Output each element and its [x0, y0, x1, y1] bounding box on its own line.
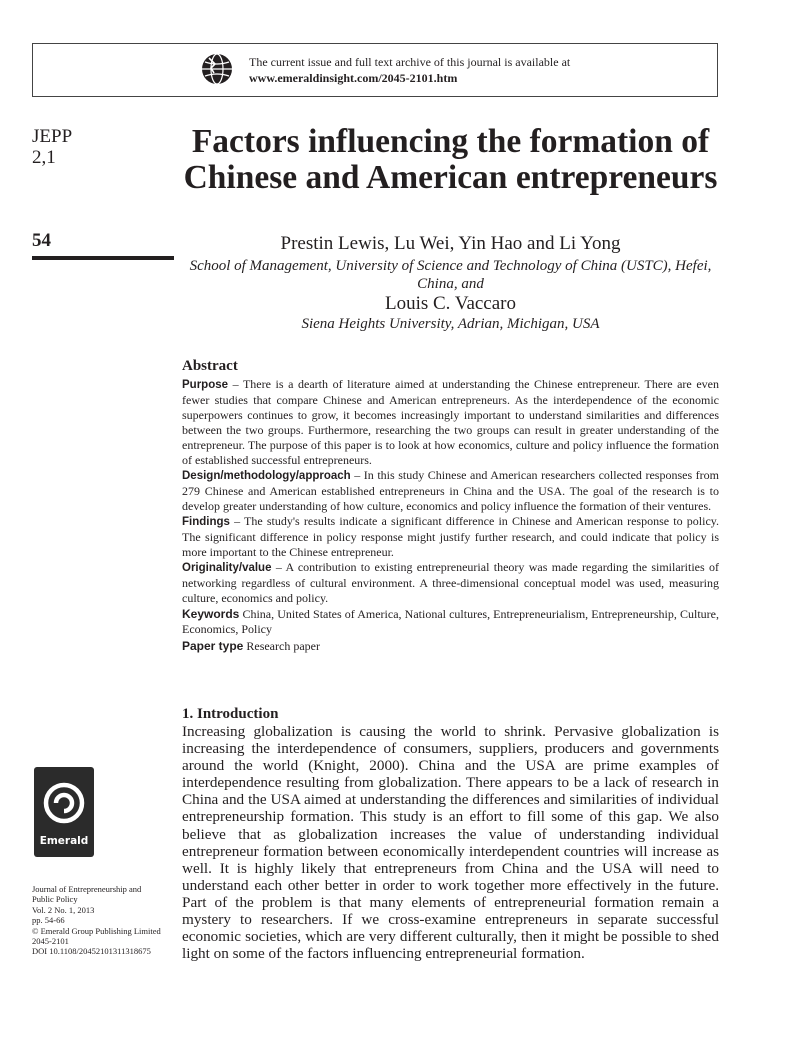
author-affiliation-2: Siena Heights University, Adrian, Michigan, USA [301, 316, 600, 332]
section-heading: 1. Introduction [182, 706, 279, 722]
page-number: 54 [32, 230, 51, 251]
abstract-label: Originality/value [182, 562, 272, 574]
journal-imprint [32, 884, 182, 957]
paper-type-label: Paper type [182, 639, 244, 653]
abstract-text: – In this study Chinese and American researchers collected responses from 279 Chinese and American established entrepreneurs in China and the USA. The goal of the research is to develop greater understanding of how culture, economics and policy influence the formation of their ventures. [182, 468, 719, 513]
emerald-logo [34, 767, 94, 857]
abstract-purpose [182, 377, 719, 468]
abstract-text: – A contribution to existing entrepreneurial theory was made regarding the similarities of networking regardless of cultural environment. A three-dimensional conceptual model was used, measuring culture, economics and policy. [182, 560, 719, 605]
abstract-label: Design/methodology/approach [182, 470, 351, 482]
abstract-text: – The study's results indicate a significant difference in Chinese and American response to policy. The significant difference in policy response might justify further research, and could indicate that policy is more important to the Chinese entrepreneur. [182, 514, 719, 559]
journal-volume: 2,1 [32, 147, 56, 168]
abstract-label: Purpose [182, 379, 229, 391]
emerald-logo-text: Emerald [39, 835, 89, 847]
abstract-text: – There is a dearth of literature aimed at understanding the Chinese entrepreneur. There are even fewer studies that compare Chinese and American entrepreneurs. As the interdependence of the economic superpowers continues to grow, it becomes increasingly important to understand similarities and differences between the two groups. Furthermore, researching the two groups can result in greater understanding of the entrepreneur. The purpose of this paper is to look at how economics, culture and policy influence the formation of established successful entrepreneurs. [182, 377, 719, 467]
author-affiliation: School of Management, University of Science and Technology of China (USTC), Hefei, China, and [189, 258, 712, 292]
abstract-label: Findings [182, 516, 230, 528]
imprint-line: 2045-2101 [32, 936, 69, 947]
paper-type [182, 639, 719, 654]
globe-icon [201, 53, 233, 85]
emerald-swirl-icon [43, 780, 85, 826]
keywords-label: Keywords [182, 607, 240, 621]
keywords [182, 607, 719, 637]
journal-code [32, 126, 72, 168]
imprint-line: DOI 10.1108/20452101311318675 [32, 946, 151, 957]
introduction-body [182, 723, 719, 962]
archive-url-link[interactable]: www.emeraldinsight.com/2045-2101.htm [249, 71, 458, 85]
introduction-paragraph: Increasing globalization is causing the world to shrink. Pervasive globalization is increasing the interdependence of consumers, suppliers, producers and governments around the world (Knight, 2000). China and the USA are prime examples of interdependence resulting from globalization. There appears to be a lack of research in China and the USA aimed at understanding the differences and similarities of individual entrepreneurship formation. This study is an effort to fill some of this gap. We also believe that as globalization increases the value of understanding individual entrepreneur formation between economically interdependent countries will increase as well. It is highly likely that entrepreneurs from China and the USA will need to understand each other better in order to work together more effectively in the future. Part of the problem is that many elements of entrepreneurial formation remain a mystery to researchers. If we cross-examine entrepreneurs in separate successful economic societies, which are very different culturally, then it might be possible to shed light on some of the factors influencing entrepreneurial formation. [182, 723, 719, 963]
journal-abbrev: JEPP [32, 126, 73, 147]
article-title: Factors influencing the formation of Chinese and American entrepreneurs [183, 123, 718, 196]
imprint-line: © Emerald Group Publishing Limited [32, 925, 161, 936]
margin-rule [32, 256, 174, 260]
archive-notice-text: The current issue and full text archive of this journal is available at [249, 55, 571, 69]
paper-type-text: Research paper [243, 639, 320, 653]
imprint-line: Public Policy [32, 894, 78, 905]
abstract-design [182, 468, 719, 514]
imprint-line: Vol. 2 No. 1, 2013 [32, 904, 95, 915]
imprint-line: pp. 54-66 [32, 915, 65, 926]
archive-notice-box [32, 43, 718, 97]
abstract-body [182, 377, 719, 654]
keywords-text: China, United States of America, National cultures, Entrepreneurialism, Entrepreneurship, Culture, Economics, Policy [182, 607, 719, 636]
abstract-originality [182, 560, 719, 606]
article-author-2: Louis C. Vaccaro [384, 293, 517, 314]
abstract-findings [182, 514, 719, 560]
article-authors: Prestin Lewis, Lu Wei, Yin Hao and Li Yong [280, 233, 621, 254]
imprint-line: Journal of Entrepreneurship and [32, 884, 142, 894]
abstract-heading: Abstract [182, 358, 238, 374]
